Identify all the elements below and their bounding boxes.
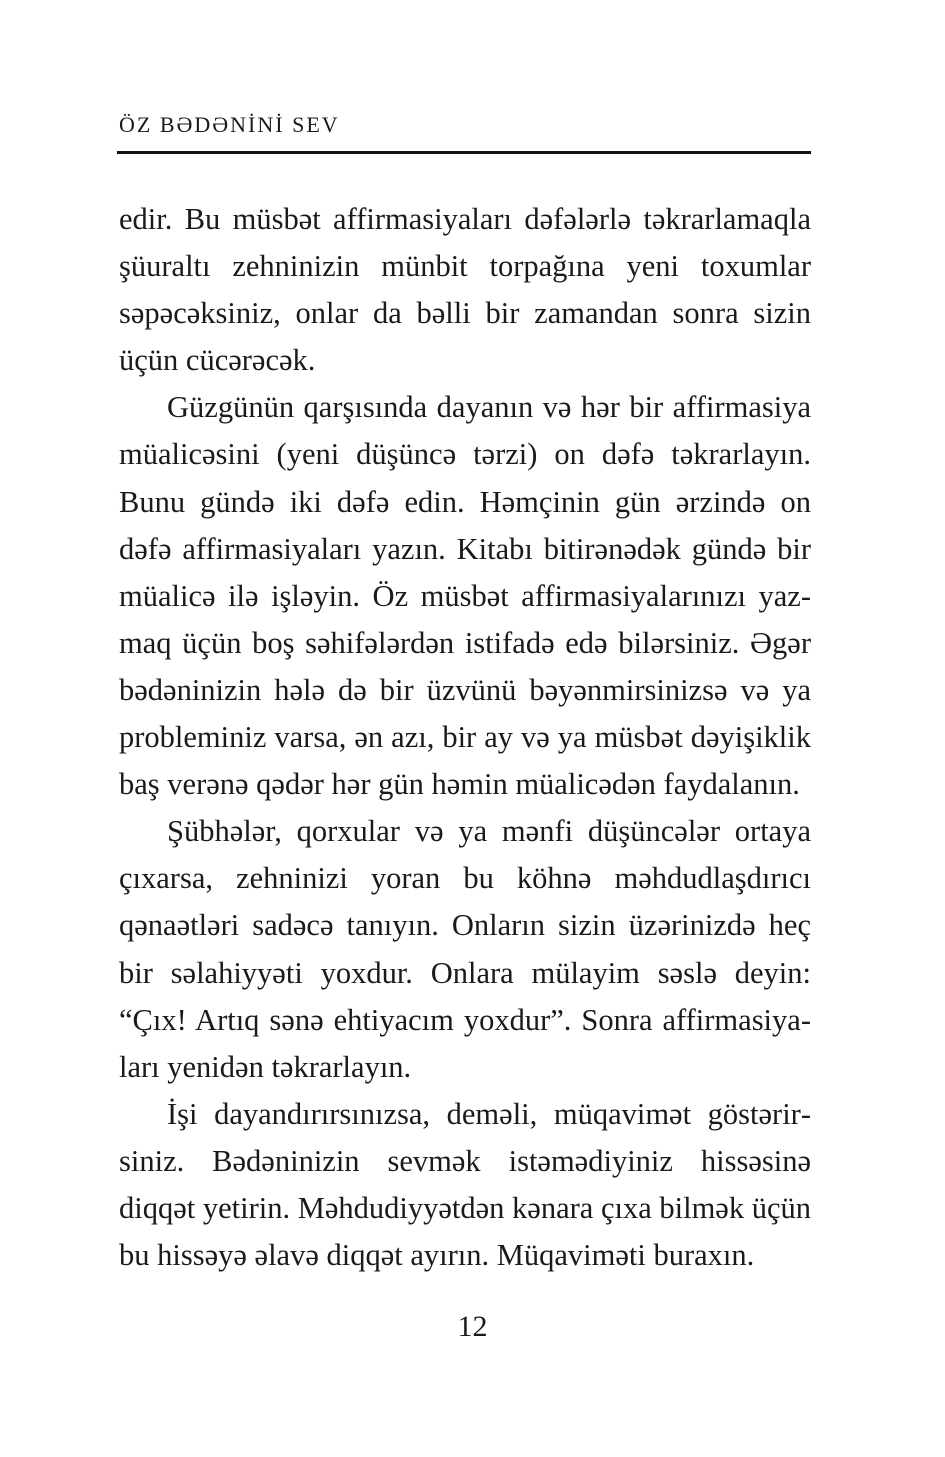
body-text bbox=[119, 196, 811, 1279]
paragraph: İşi dayandırırsınızsa, deməli, müqavimət göstərirsiniz. Bədəninizin sevmək istəmədiyiniz hissəsinə diqqət yetirin. Məhdudiyyətdən kənara çıxa bilmək üçün bu hissəyə əlavə diqqət ayırın. Müqaviməti buraxın. bbox=[119, 1096, 811, 1273]
paragraph: Şübhələr, qorxular və ya mənfi düşüncələr ortaya çıxarsa, zehninizi yoran bu köhnə məhdudlaşdırıcı qənaətləri sadəcə tanıyın. Onların sizin üzərinizdə heç bir səlahiyyəti yoxdur. Onlara mülayim səslə deyin: “Çıx! Artıq sənə ehtiyacım yoxdur”. Sonra affirmasiyaları yenidən təkrarlayın. bbox=[119, 814, 811, 1084]
paragraph-continued: edir. Bu müsbət affirmasiyaları dəfələrlə təkrarlamaqla şüuraltı zehninizin münbit torpağına yeni toxumlar səpəcəksiniz, onlar da bəlli bir zamandan sonra sizin üçün cücərəcək. bbox=[119, 202, 811, 378]
page-number: 12 bbox=[457, 1310, 488, 1343]
running-header-title: ÖZ BƏDƏNİNİ SEV bbox=[119, 112, 340, 137]
paragraph: Güzgünün qarşısında dayanın və hər bir affirmasiya müalicəsini (yeni düşüncə tərzi) on dəfə təkrarlayın. Bunu gündə iki dəfə edin. Həmçinin gün ərzində on dəfə affirmasiyaları yazın. Kitabı bitirənədək gündə bir müalicə ilə işləyin. Öz müsbət affirmasiyalarınızı yazmaq üçün boş səhifələrdən istifadə edə bilərsiniz. Əgər bədəninizin hələ də bir üzvünü bəyənmirsinizsə və ya probleminiz varsa, ən azı, bir ay və ya müsbət dəyişiklik baş verənə qədər hər gün həmin müalicədən faydalanın. bbox=[119, 390, 811, 802]
header-divider bbox=[117, 151, 811, 154]
